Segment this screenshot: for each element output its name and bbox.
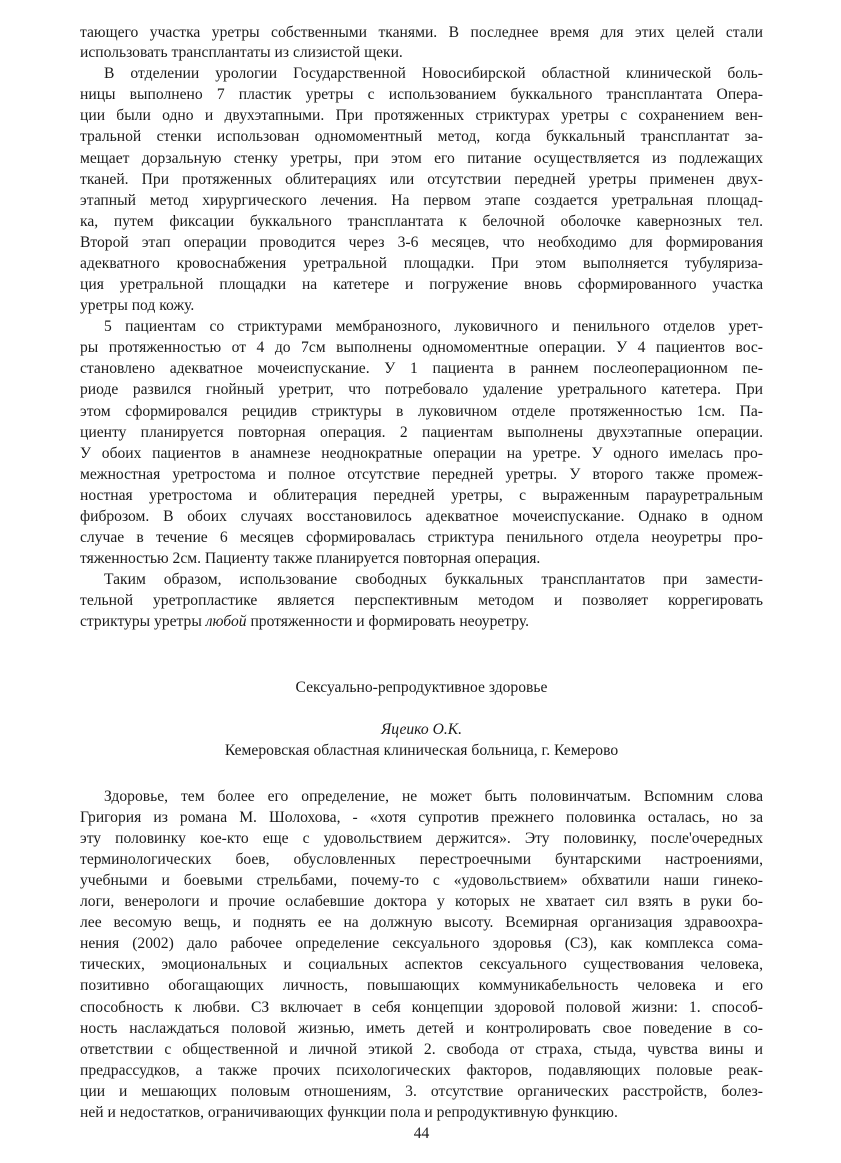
text-line: фиброзом. В обоих случаях восстановилось адекватное мочеиспускание. Однако в одном: [80, 507, 763, 525]
text-line: этапный метод хирургического лечения. На первом этапе создается уретральная площад-: [80, 191, 763, 209]
text-line: ницы выполнено 7 пластик уретры с использованием буккального трансплантата Опера-: [80, 86, 763, 104]
text-line: риоде развился гнойный уретрит, что потребовало удаление уретрального катетера. При: [80, 381, 763, 399]
text-line: тканей. При протяженных облитерациях или отсутствии передней уретры применен двух-: [80, 170, 763, 188]
text-line: ры протяженностью от 4 до 7см выполнены одномоментные операции. У 4 пациентов вос-: [80, 339, 763, 357]
text-line: тающего участка уретры собственными тканями. В последнее время для этих целей стали: [80, 24, 763, 41]
text-line: У обоих пациентов в анамнезе неоднократные операции на уретре. У одного имелась про-: [80, 444, 763, 462]
article-title: Сексуально-репродуктивное здоровье: [295, 678, 548, 696]
text-line: нения (2002) дало рабочее определение сексуального здоровья (СЗ), как комплекса сома-: [80, 935, 763, 953]
text-line: ностная уретростома и облитерация передней уретры, с выраженным парауретральным: [80, 486, 763, 504]
text-line: ка, путем фиксации буккального трансплантата к белочной оболочке кавернозных тел.: [80, 212, 763, 230]
article-affiliation: Кемеровская областная клиническая больница, г. Кемерово: [224, 741, 619, 759]
text-line: тических, эмоциональных и социальных аспектов сексуального существования человека,: [80, 956, 763, 974]
text-line: Таким образом, использование свободных буккальных трансплантатов при замести-: [104, 571, 763, 589]
text-line: [80, 611, 763, 633]
text-line: межностная уретростома и полное отсутствие передней уретры. У второго также промеж-: [80, 465, 763, 483]
text-line: ответствии с общественной и личной этикой 2. свобода от страха, стыда, чувства вины и: [80, 1040, 763, 1058]
text-line: случае в течение 6 месяцев сформировалась стриктура пенильного отдела неоуретры про-: [80, 529, 763, 546]
text-line: лее весомую вещь, и поднять ее на должную высоту. Всемирная организация здравоохра-: [80, 914, 763, 932]
italic-word: любой: [205, 613, 247, 631]
text-line: ция уретральной площадки на катетере и погружение вновь сформированного участка: [80, 276, 763, 293]
text-line: эту половинку кое-кто еще с удовольствием держится». Эту половинку, после'очередных: [80, 829, 763, 847]
text-line: уретры под кожу.: [80, 297, 195, 315]
text-line: Второй этап операции проводится через 3-6 месяцев, что необходимо для формирования: [80, 233, 763, 251]
text-line: тяженностью 2см. Пациенту также планируется повторная операция.: [80, 550, 541, 568]
text-line: ней и недостатков, ограничивающих функции пола и репродуктивную функцию.: [80, 1103, 618, 1121]
text-line: использовать трансплантаты из слизистой щеки.: [80, 44, 403, 62]
text-line: адекватного кровоснабжения уретральной площадки. При этом выполняется тубуляриза-: [80, 254, 763, 272]
text-line: этом сформировался рецидив стриктуры в луковичном отделе протяженностью 1см. Па-: [80, 402, 763, 420]
text-line: циенту планируется повторная операция. 2 пациентам выполнены двухэтапные операции.: [80, 423, 763, 441]
text-line: В отделении урологии Государственной Новосибирской областной клинической боль-: [104, 65, 763, 83]
text-line: мещает дорзальную стенку уретры, при этом его питание осуществляется из подлежащих: [80, 149, 763, 167]
text-line: становлено адекватное мочеиспускание. У 1 пациента в раннем послеоперационном пе-: [80, 360, 763, 378]
text-line: логи, венерологи и прочие ослабевшие доктора у которых не хватает сил взять в руки бо-: [80, 893, 763, 911]
text-line: ции и мешающих половым отношениям, 3. отсутствие органических расстройств, болез-: [80, 1082, 763, 1100]
text-line: ность наслаждаться половой жизнью, иметь детей и контролировать свое поведение в со-: [80, 1019, 763, 1037]
page-number: 44: [413, 1125, 430, 1142]
text-line: ции были одно и двухэтапными. При протяженных стриктурах уретры с сохранением вен-: [80, 107, 763, 125]
text-line: терминологических боев, обусловленных перестроечными бунтарскими настроениями,: [80, 850, 763, 868]
text-line: тральной стенки использован одномоментный метод, когда буккальный трансплантат за-: [80, 128, 763, 146]
text-line: тельной уретропластике является перспективным методом и позволяет коррегировать: [80, 592, 763, 610]
text-line: 5 пациентам со стриктурами мембранозного, луковичного и пенильного отделов урет-: [104, 318, 763, 336]
article-author: Яцеико О.К.: [381, 720, 462, 738]
text-line: позитивно обогащающих личность, повышающих коммуникабельность человека и его: [80, 977, 763, 995]
text-line: Здоровье, тем более его определение, не может быть половинчатым. Вспомним слова: [104, 787, 763, 805]
text-span: протяженности и формировать неоуретру.: [246, 613, 530, 631]
text-line: Григория из романа М. Шолохова, - «хотя супротив прежнего половинка осталась, но за: [80, 808, 763, 826]
text-span: стриктуры уретры: [80, 613, 206, 631]
text-line: предрассудков, а также прочих психологических факторов, подавляющих половые реак-: [80, 1061, 763, 1079]
text-line: учебными и боевыми стрельбами, почему-то с «удовольствием» обхватили наши гинеко-: [80, 872, 763, 889]
text-line: способность к любви. СЗ включает в себя концепции здоровой половой жизни: 1. способ-: [80, 998, 763, 1016]
